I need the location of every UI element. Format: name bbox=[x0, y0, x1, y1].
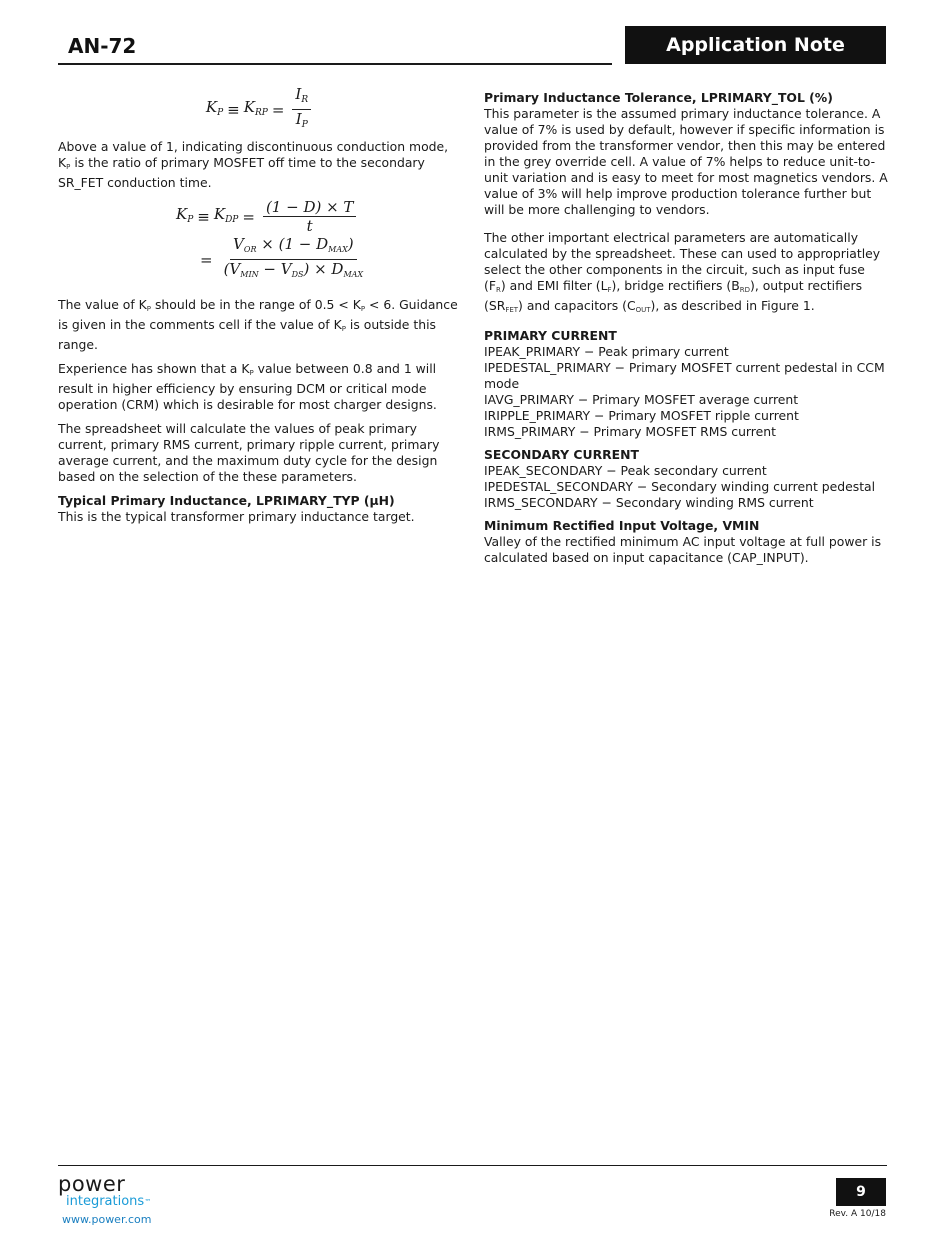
left-column bbox=[58, 86, 463, 533]
list-item: IPEAK_SECONDARY − Peak secondary current bbox=[484, 463, 767, 478]
equation-kp-kdp: $K_P$ ≡ $K_{DP}$ = $\frac{(1 - D) \times T}{t}$ = $\frac{V_{OR} \times (1 - D_{MAX})}{(V_{MIN} - V_{DS}) \times D_{MAX}}$ bbox=[58, 199, 463, 283]
paragraph-kp-definition: Above a value of 1, indicating discontinuous conduction mode, $K_P$ is the ratio of primary MOSFET off time to the secondary SR_FET conduction time. bbox=[58, 139, 449, 190]
heading-lprimary-tol: Primary Inductance Tolerance, LPRIMARY_TOL (%) bbox=[484, 90, 833, 105]
logo-integrations-text: integrations™ bbox=[66, 1194, 152, 1209]
list-item: IRMS_PRIMARY − Primary MOSFET RMS current bbox=[484, 424, 776, 439]
equation-kp-krp bbox=[58, 86, 463, 133]
heading-vmin: Minimum Rectified Input Voltage, VMIN bbox=[484, 518, 760, 533]
section-lprimary-tol bbox=[484, 90, 889, 218]
section-vmin bbox=[484, 518, 889, 566]
list-item: IRMS_SECONDARY − Secondary winding RMS current bbox=[484, 495, 814, 510]
eq1-lhs: $K_P$ bbox=[205, 97, 224, 118]
power-integrations-logo[interactable] bbox=[58, 1173, 151, 1226]
document-id: AN-72 bbox=[68, 34, 137, 58]
document-type-banner: Application Note bbox=[625, 26, 886, 64]
list-item: IAVG_PRIMARY − Primary MOSFET average current bbox=[484, 392, 799, 407]
list-item: IPEDESTAL_PRIMARY − Primary MOSFET current pedestal in CCM mode bbox=[484, 360, 885, 391]
eq1-fraction: $\frac{I_R}{I_P}$ bbox=[292, 86, 311, 133]
footer-rule bbox=[58, 1165, 887, 1166]
right-column bbox=[484, 90, 889, 574]
paragraph-kp-experience: Experience has shown that a $K_P$ value between 0.8 and 1 will result in higher efficiency by ensuring DCM or critical mode operation (CRM) which is desirable for most charger designs. bbox=[58, 361, 437, 412]
list-item: IRIPPLE_PRIMARY − Primary MOSFET ripple current bbox=[484, 408, 799, 423]
website-link[interactable]: www.power.com bbox=[62, 1213, 152, 1226]
eq1-equiv: ≡ bbox=[227, 100, 240, 119]
page-number: 9 bbox=[836, 1178, 886, 1206]
heading-secondary-current: SECONDARY CURRENT bbox=[484, 447, 639, 462]
section-primary-current bbox=[484, 328, 889, 440]
body-lprimary-tol: This parameter is the assumed primary inductance tolerance. A value of 7% is used by default, however if specific information is provided from the transformer vendor, then this may be entered in the grey override cell. A value of 7% helps to reduce unit-to-unit variation and is easy to meet for most magnetics vendors. A value of 3% will help improve production tolerance further but will be more challenging to vendors. bbox=[484, 106, 888, 217]
body-lprimary-typ: This is the typical transformer primary inductance target. bbox=[58, 509, 415, 524]
body-vmin: Valley of the rectified minimum AC input voltage at full power is calculated based on input capacitance (CAP_INPUT). bbox=[484, 534, 882, 565]
heading-primary-current: PRIMARY CURRENT bbox=[484, 328, 617, 343]
eq2-fraction-2: $\frac{V_{OR} \times (1 - D_{MAX})}{(V_{MIN} - V_{DS}) \times D_{MAX}}$ bbox=[223, 235, 364, 279]
eq2-fraction-1: $\frac{(1 - D) \times T}{t}$ bbox=[263, 199, 357, 234]
logo-power-text: power bbox=[58, 1172, 126, 1196]
paragraph-spreadsheet-calc: The spreadsheet will calculate the values of peak primary current, primary RMS current, primary ripple current, primary average current, and the maximum duty cycle for the design based on the selection of the these parameters. bbox=[58, 421, 440, 484]
paragraph-kp-range: The value of $K_P$ should be in the range of $0.5 < K_P < 6$. Guidance is given in the comments cell if the value of $K_P$ is outside this range. bbox=[58, 297, 458, 352]
paragraph-other-parameters: The other important electrical parameters are automatically calculated by the spreadsheet. These can used to appropriatley select the other components in the circuit, such as input fuse $(F_R)$ and EMI filter $(L_F)$, bridge rectifiers $(B_{RD})$, output rectifiers $(SR_{FET})$ and capacitors $(C_{OUT})$, as described in Figure 1. bbox=[484, 230, 881, 314]
eq1-equals: = bbox=[271, 100, 285, 119]
eq1-mid: $K_{RP}$ bbox=[243, 97, 268, 118]
list-item: IPEDESTAL_SECONDARY − Secondary winding current pedestal bbox=[484, 479, 876, 494]
heading-lprimary-typ: Typical Primary Inductance, LPRIMARY_TYP (μH) bbox=[58, 493, 395, 508]
section-lprimary-typ bbox=[58, 493, 463, 525]
list-item: IPEAK_PRIMARY − Peak primary current bbox=[484, 344, 729, 359]
section-secondary-current bbox=[484, 447, 889, 511]
revision-label: Rev. A 10/18 bbox=[829, 1209, 886, 1219]
header-rule bbox=[58, 63, 612, 65]
